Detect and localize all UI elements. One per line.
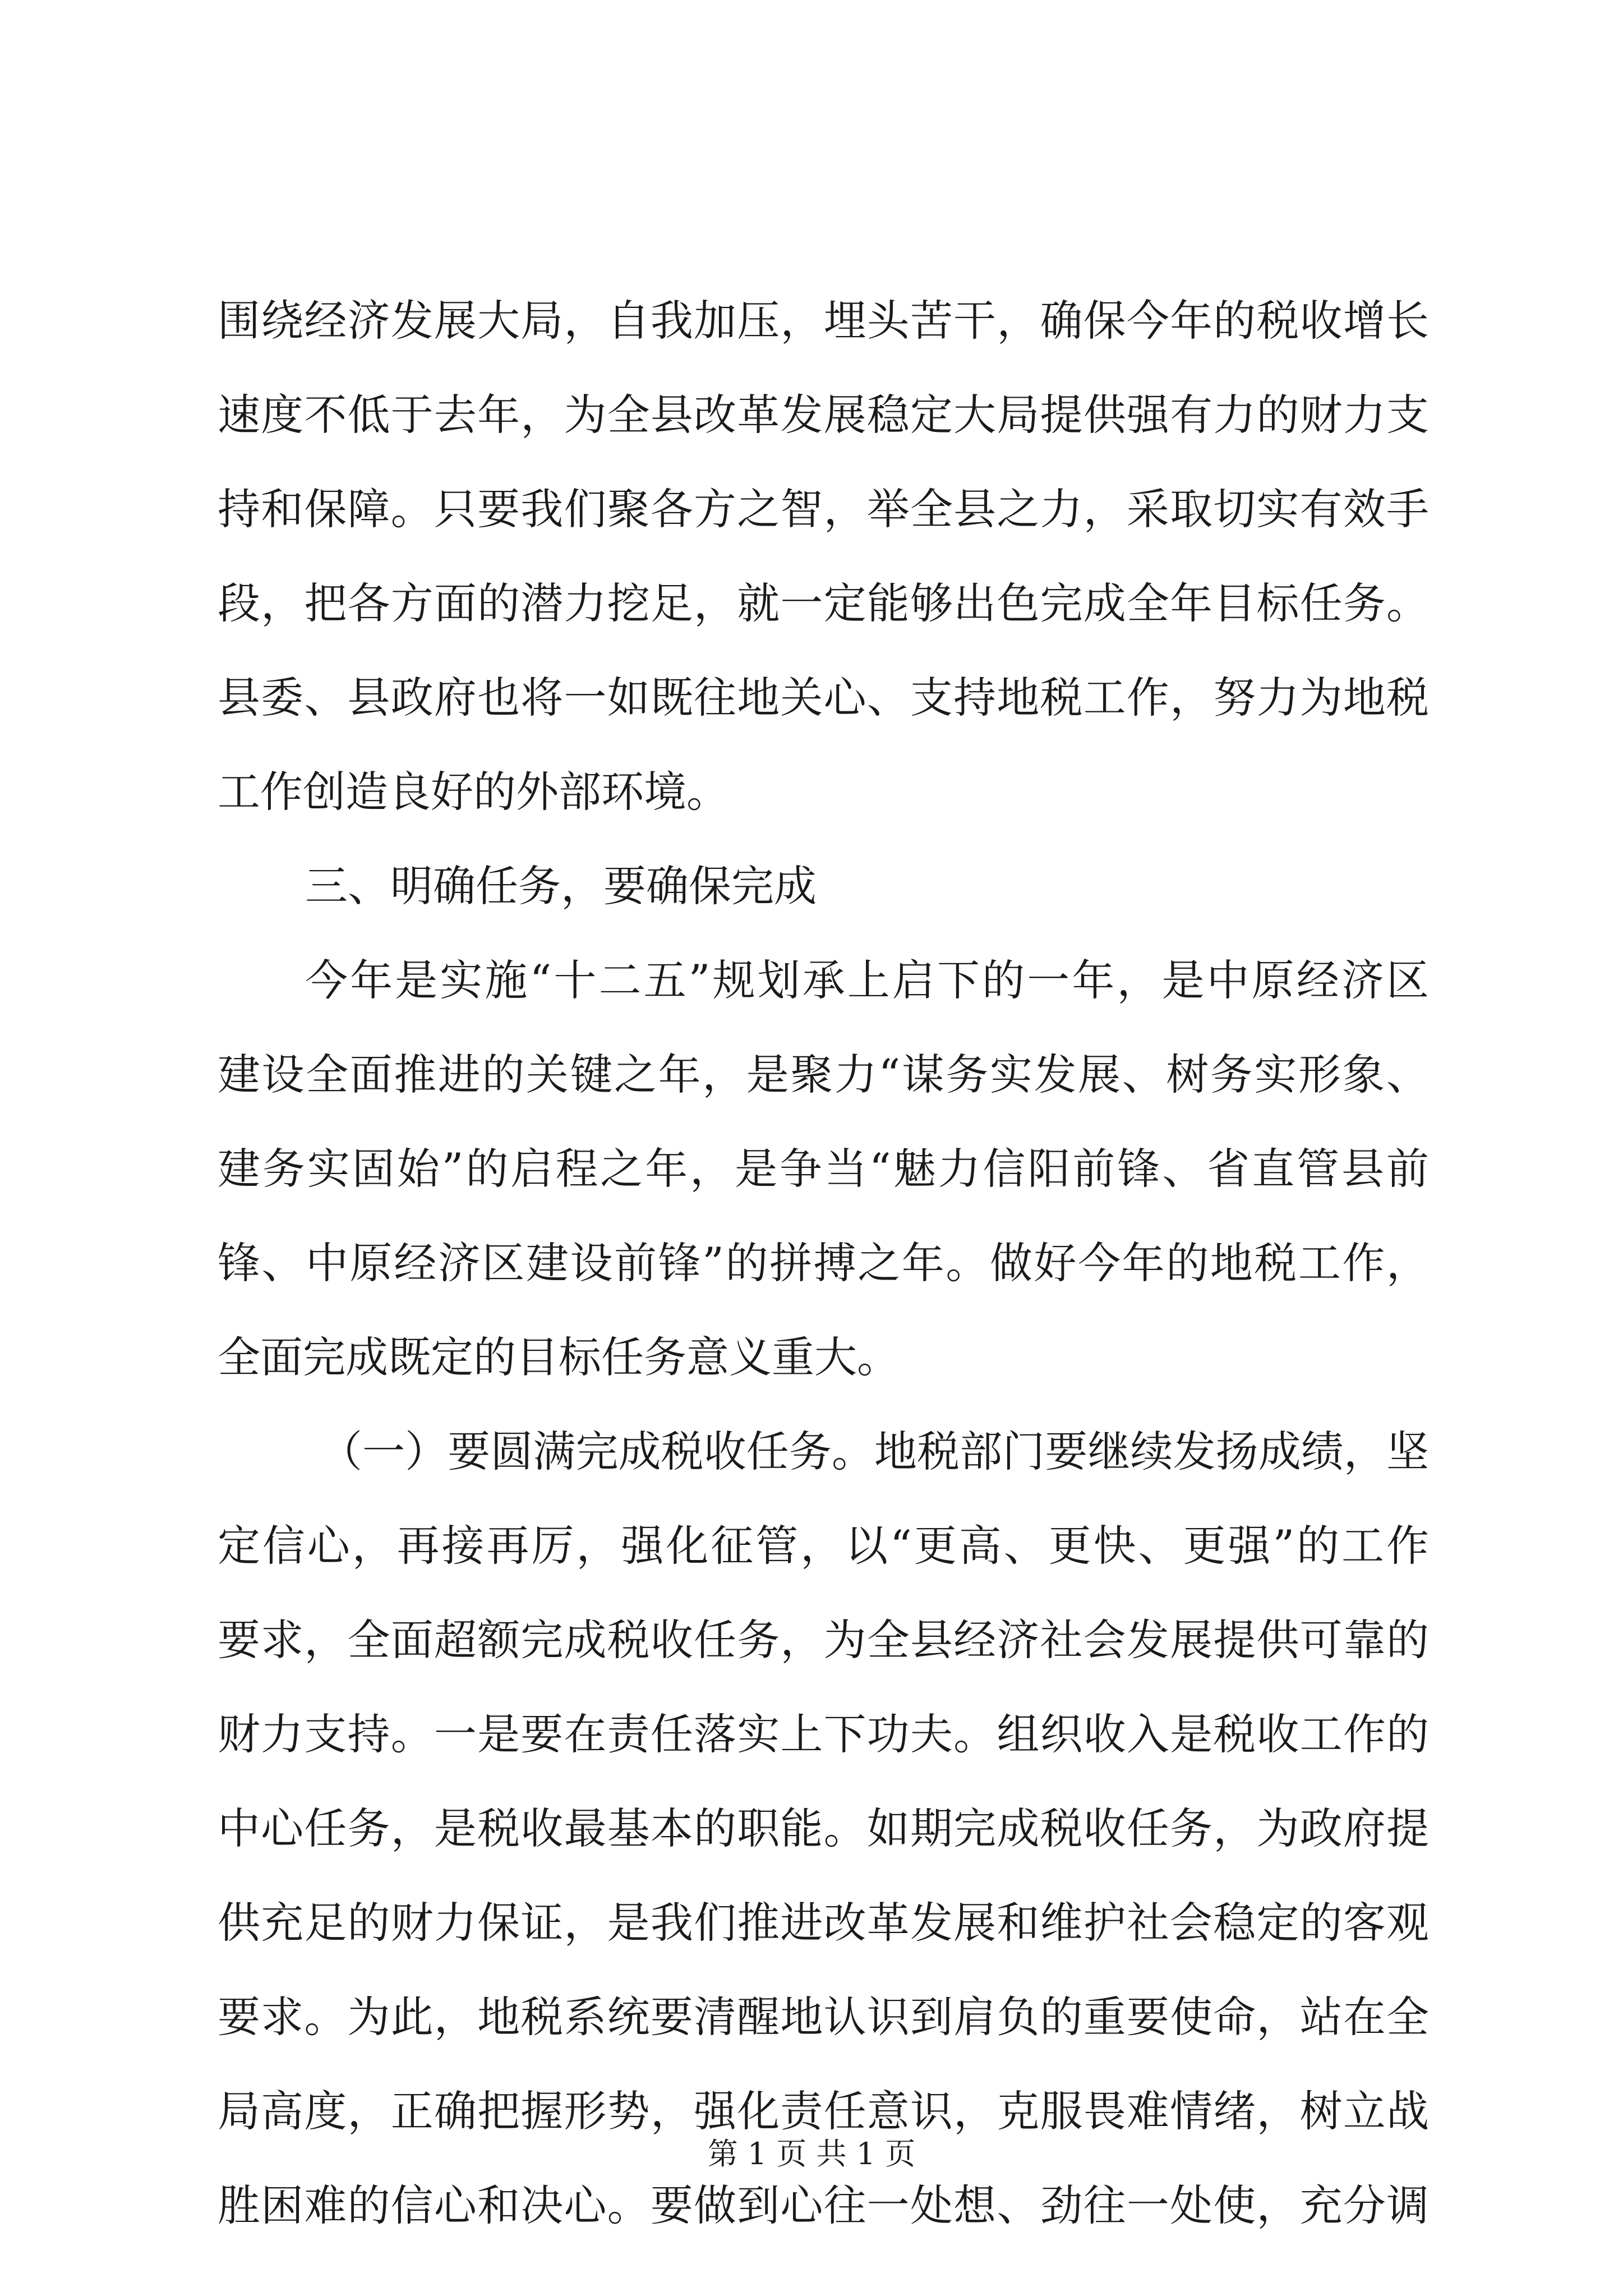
text-line: 定信心，再接再厉，强化征管，以“更高、更快、更强”的工作 bbox=[218, 1521, 1429, 1571]
text-line: 供充足的财力保证，是我们推进改革发展和维护社会稳定的客观 bbox=[218, 1898, 1429, 1948]
text-line: 要求，全面超额完成税收任务，为全县经济社会发展提供可靠的 bbox=[218, 1615, 1429, 1665]
text-line: 持和保障。只要我们聚各方之智，举全县之力，采取切实有效手 bbox=[218, 484, 1429, 534]
subsection-line: （一）要圆满完成税收任务。地税部门要继续发扬成绩，坚 bbox=[320, 1427, 1429, 1476]
text-line: 中心任务，是税收最基本的职能。如期完成税收任务，为政府提 bbox=[218, 1803, 1429, 1853]
text-line: 局高度，正确把握形势，强化责任意识，克服畏难情绪，树立战 bbox=[218, 2086, 1429, 2136]
text-line: 县委、县政府也将一如既往地关心、支持地税工作，努力为地税 bbox=[218, 673, 1429, 723]
page-footer: 第 1 页 共 1 页 bbox=[707, 2136, 916, 2171]
text-line: 要求。为此，地税系统要清醒地认识到肩负的重要使命，站在全 bbox=[218, 1992, 1429, 2042]
text-line: 围绕经济发展大局，自我加压，埋头苦干，确保今年的税收增长 bbox=[218, 296, 1429, 346]
text-line: 工作创造良好的外部环境。 bbox=[218, 767, 729, 817]
document-body bbox=[218, 274, 1429, 2253]
text-line: 建务实固始”的启程之年，是争当“魅力信阳前锋、省直管县前 bbox=[218, 1144, 1429, 1194]
text-line: 全面完成既定的目标任务意义重大。 bbox=[218, 1332, 900, 1382]
text-line: 今年是实施“十二五”规划承上启下的一年，是中原经济区 bbox=[305, 955, 1429, 1005]
text-line: 段，把各方面的潜力挖足，就一定能够出色完成全年目标任务。 bbox=[218, 578, 1429, 628]
text-line: 胜困难的信心和决心。要做到心往一处想、劲往一处使，充分调 bbox=[218, 2180, 1429, 2230]
text-line: 速度不低于去年，为全县改革发展稳定大局提供强有力的财力支 bbox=[218, 390, 1429, 440]
text-line: 锋、中原经济区建设前锋”的拼搏之年。做好今年的地税工作， bbox=[218, 1238, 1429, 1288]
text-line: 财力支持。一是要在责任落实上下功夫。组织收入是税收工作的 bbox=[218, 1709, 1429, 1759]
text-line: 建设全面推进的关键之年，是聚力“谋务实发展、树务实形象、 bbox=[218, 1050, 1429, 1099]
section-heading: 三、明确任务，要确保完成 bbox=[305, 861, 817, 911]
